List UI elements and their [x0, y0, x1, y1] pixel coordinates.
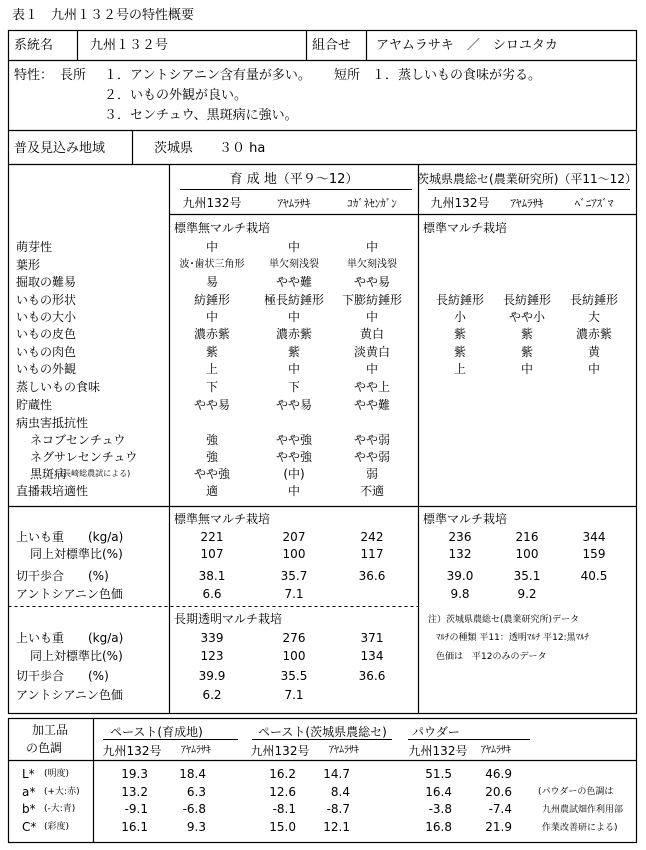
color-value: -7.4	[488, 802, 512, 816]
variety-a-3: ｺｶﾞﾈｾﾝｶﾞﾝ	[347, 197, 397, 210]
variety-a-2: ｱﾔﾑﾗｻｷ	[277, 197, 311, 210]
trait-value-b: 小	[453, 310, 467, 324]
trait-value-a: 中	[205, 240, 219, 254]
trait-value-a: やや難	[353, 398, 391, 412]
trait-label: いもの外観	[16, 362, 77, 376]
variety-b-3: ﾍﾞﾆｱｽﾞﾏ	[574, 197, 614, 210]
trait-value-a: 中	[365, 240, 379, 254]
processed-note-1: (パウダーの色調は	[538, 787, 614, 797]
trait-value-a: 黄白	[359, 327, 385, 341]
trait-label: 貯蔵性	[16, 398, 53, 412]
trait-value-a: 中	[287, 240, 301, 254]
trait-label: いもの形状	[16, 293, 77, 307]
color-value: 21.9	[485, 820, 512, 834]
color-desc: (彩度)	[44, 822, 70, 832]
color-value: 12.1	[323, 820, 350, 834]
trait-value-b: 黄	[587, 345, 601, 359]
yield-label: アントシアニン色価	[16, 587, 123, 601]
group-b-header: 茨城県農総セ(農業研究所)（平11〜12）	[417, 172, 637, 186]
region-value: 茨城県 ３０ ha	[154, 141, 266, 156]
trait-value-a: やや強	[193, 467, 231, 481]
trait-value-a: 弱	[365, 467, 379, 481]
trait-value-a: 中	[205, 310, 219, 324]
color-value: -3.8	[428, 802, 452, 816]
trait-value-a: 極長紡錘形	[263, 293, 325, 307]
trait-value-a: 単欠刻浅裂	[347, 259, 397, 270]
yield-value-b: 35.1	[513, 569, 541, 583]
sec2-condition-b: 標準マルチ栽培	[423, 512, 508, 526]
sec1-condition-b: 標準マルチ栽培	[423, 221, 508, 235]
color-value: 12.6	[269, 785, 296, 799]
processed-note-2: 九州農試畑作利用部	[542, 805, 624, 815]
trait-value-a: 上	[205, 362, 219, 376]
color-value: 13.2	[121, 785, 148, 799]
trait-value-a: (中)	[283, 467, 305, 481]
trait-value-b: 上	[453, 362, 467, 376]
processed-group-1: ペースト(育成地)	[110, 725, 203, 739]
trait-value-a: 単欠刻浅裂	[269, 259, 319, 270]
color-value: 16.4	[425, 785, 452, 799]
yield-value-a: 100	[282, 547, 306, 561]
color-value: 8.4	[330, 785, 350, 799]
trait-value-b: 紫	[520, 327, 534, 341]
yield-label: アントシアニン色価	[16, 688, 123, 702]
yield-label: 上いも重 (kg/a)	[16, 530, 124, 544]
yield-label: 切干歩合 (%)	[16, 669, 109, 683]
color-desc: (-大:青)	[44, 804, 76, 814]
yield-value-a: 276	[282, 631, 306, 645]
trait-value-b: 紫	[453, 345, 467, 359]
color-value: 15.0	[269, 820, 296, 834]
trait-value-a: 中	[365, 362, 379, 376]
trait-value-b: 長紡錘形	[502, 293, 552, 307]
merit-3: ３．センチュウ、黒斑病に強い。	[104, 108, 298, 123]
sec1-condition-a: 標準無マルチ栽培	[174, 221, 271, 235]
trait-value-a: 濃赤紫	[275, 327, 313, 341]
color-value: 19.3	[121, 767, 148, 781]
processed-group-2: ペースト(茨城県農総セ)	[258, 725, 387, 739]
variety-a-1: 九州132号	[182, 196, 242, 210]
yield-value-a: 36.6	[358, 569, 386, 583]
trait-value-a: やや弱	[353, 450, 391, 464]
processed-variety: ｱﾔﾑﾗｻｷ	[181, 745, 211, 756]
merit-2: ２．いもの外観が良い。	[104, 88, 248, 103]
yield-value-b: 40.5	[580, 569, 608, 583]
trait-value-a: 下膨紡錘形	[341, 293, 403, 307]
color-value: -8.1	[272, 802, 296, 816]
trait-value-b: 長紡錘形	[435, 293, 485, 307]
yield-value-a: 39.9	[198, 669, 226, 683]
color-desc: (+大:赤)	[44, 787, 80, 797]
note-b-3: 色価は 平12のみのデータ	[436, 652, 547, 662]
demerit-1: １．蒸しいもの食味が劣る。	[372, 68, 542, 83]
trait-label: 病虫害抵抗性	[16, 416, 89, 430]
yield-label: 切干歩合 (%)	[16, 569, 109, 583]
color-value: 9.3	[186, 820, 206, 834]
trait-value-a: 紫	[205, 345, 219, 359]
yield-value-b: 100	[515, 547, 539, 561]
yield-value-a: 107	[200, 547, 224, 561]
trait-value-b: 紫	[520, 345, 534, 359]
yield-value-a: 100	[282, 649, 306, 663]
trait-label: 黒斑病	[30, 467, 67, 481]
processed-variety: ｱﾔﾑﾗｻｷ	[481, 745, 511, 756]
trait-value-b: 中	[520, 362, 534, 376]
trait-value-a: 淡黄白	[353, 345, 391, 359]
yield-value-a: 371	[360, 631, 384, 645]
trait-value-a: やや弱	[353, 433, 391, 447]
processed-header-2: の色調	[26, 741, 63, 755]
color-value: -9.1	[124, 802, 148, 816]
trait-value-a: 濃赤紫	[193, 327, 231, 341]
trait-value-a: 下	[205, 380, 219, 394]
yield-value-b: 9.8	[450, 587, 470, 601]
color-symbol: C*	[22, 820, 37, 834]
trait-value-b: 濃赤紫	[575, 327, 613, 341]
color-value: 46.9	[485, 767, 512, 781]
processed-header-1: 加工品	[32, 723, 69, 737]
trait-label: ネグサレセンチュウ	[30, 450, 138, 464]
yield-value-b: 159	[582, 547, 606, 561]
yield-value-b: 132	[448, 547, 472, 561]
cross-label: 組合せ	[312, 38, 352, 53]
yield-value-b: 216	[515, 530, 539, 544]
note-b-2: ﾏﾙﾁの種類 平11：透明ﾏﾙﾁ 平12:黒ﾏﾙﾁ	[436, 633, 590, 643]
variety-b-2: ｱﾔﾑﾗｻｷ	[510, 197, 544, 210]
processed-variety: 九州132号	[102, 744, 162, 758]
yield-value-a: 123	[200, 649, 224, 663]
group-a-header: 育 成 地（平９〜12）	[229, 172, 359, 187]
sec3-condition-a: 長期透明マルチ栽培	[174, 612, 283, 626]
yield-value-b: 39.0	[446, 569, 474, 583]
trait-label: 直播栽培適性	[16, 484, 89, 498]
trait-value-a: 強	[205, 433, 219, 447]
processed-variety: 九州132号	[408, 744, 468, 758]
color-value: 18.4	[179, 767, 206, 781]
trait-value-b: やや小	[508, 310, 546, 324]
yield-value-a: 6.2	[202, 688, 222, 702]
trait-value-a: 適	[205, 484, 219, 498]
color-symbol: L*	[22, 767, 35, 781]
trait-value-a: やや易	[353, 275, 391, 289]
yield-label: 同上対標準比(%)	[30, 649, 123, 663]
trait-value-a: やや易	[193, 398, 231, 412]
trait-value-b: 中	[587, 362, 601, 376]
variety-b-1: 九州132号	[430, 196, 490, 210]
blackspot-note: (長崎総農試による)	[60, 469, 131, 478]
trait-value-a: 強	[205, 450, 219, 464]
color-value: 16.1	[121, 820, 148, 834]
yield-value-b: 9.2	[517, 587, 537, 601]
yield-value-a: 35.5	[280, 669, 308, 683]
color-value: 14.7	[323, 767, 350, 781]
trait-value-a: やや易	[275, 398, 313, 412]
trait-value-a: 不適	[359, 484, 385, 498]
note-b-1: 注）茨城県農総セ(農業研究所)データ	[428, 615, 580, 625]
yield-value-a: 134	[360, 649, 384, 663]
color-value: 16.8	[425, 820, 452, 834]
trait-value-a: やや強	[275, 433, 313, 447]
trait-value-a: 易	[205, 275, 219, 289]
processed-note-3: 作業改善研による)	[542, 823, 618, 833]
yield-value-a: 221	[200, 530, 224, 544]
merit-1: １．アントシアニン含有量が多い。	[104, 68, 311, 83]
trait-value-b: 紫	[453, 327, 467, 341]
trait-value-a: 波･歯状三角形	[179, 259, 245, 270]
trait-value-a: 紡錘形	[193, 293, 231, 307]
trait-value-a: やや強	[275, 450, 313, 464]
trait-value-a: 紫	[287, 345, 301, 359]
trait-value-b: 長紡錘形	[569, 293, 619, 307]
yield-label: 上いも重 (kg/a)	[16, 631, 124, 645]
trait-value-a: やや難	[275, 275, 313, 289]
trait-value-b: 大	[587, 310, 601, 324]
trait-value-a: 中	[287, 362, 301, 376]
traits-label: 特性：	[14, 68, 54, 83]
trait-value-a: 中	[365, 310, 379, 324]
trait-value-a: 下	[287, 380, 301, 394]
yield-value-a: 242	[360, 530, 384, 544]
color-symbol: b*	[22, 802, 36, 816]
yield-value-a: 7.1	[284, 587, 304, 601]
yield-value-a: 117	[360, 547, 384, 561]
trait-label: いもの肉色	[16, 345, 77, 359]
trait-label: 葉形	[16, 258, 41, 272]
yield-label: 同上対標準比(%)	[30, 547, 123, 561]
color-value: 20.6	[485, 785, 512, 799]
yield-value-a: 38.1	[198, 569, 226, 583]
yield-value-a: 339	[200, 631, 224, 645]
trait-label: ネコブセンチュウ	[30, 433, 126, 447]
color-value: -8.7	[326, 802, 350, 816]
yield-value-a: 35.7	[280, 569, 308, 583]
yield-value-b: 236	[448, 530, 472, 544]
trait-label: 萌芽性	[16, 240, 53, 254]
processed-variety: ｱﾔﾑﾗｻｷ	[329, 745, 359, 756]
color-value: 51.5	[425, 767, 452, 781]
trait-label: いもの皮色	[16, 327, 77, 341]
trait-value-a: やや上	[353, 380, 391, 394]
table-title: 表１ 九州１３２号の特性概要	[12, 8, 195, 23]
yield-value-a: 207	[282, 530, 306, 544]
trait-label: 掘取の難易	[16, 275, 77, 289]
yield-value-b: 344	[582, 530, 606, 544]
demerit-label: 短所	[334, 68, 361, 83]
color-value: 16.2	[269, 767, 296, 781]
lineage-label: 系統名	[14, 38, 54, 53]
processed-group-3: パウダー	[412, 725, 460, 739]
lineage-value: 九州１３２号	[90, 38, 169, 53]
merit-label: 長所	[60, 68, 87, 83]
color-symbol: a*	[22, 785, 36, 799]
yield-value-a: 36.6	[358, 669, 386, 683]
color-value: -6.8	[182, 802, 206, 816]
trait-label: いもの大小	[16, 310, 77, 324]
processed-variety: 九州132号	[250, 744, 310, 758]
color-desc: (明度)	[44, 769, 70, 779]
yield-value-a: 7.1	[284, 688, 304, 702]
color-value: 6.3	[186, 785, 206, 799]
trait-value-a: 中	[287, 484, 301, 498]
trait-label: 蒸しいもの食味	[16, 380, 101, 394]
trait-value-a: 中	[287, 310, 301, 324]
sec2-condition-a: 標準無マルチ栽培	[174, 512, 271, 526]
cross-value: アヤムラサキ ／ シロユタカ	[376, 38, 558, 53]
yield-value-a: 6.6	[202, 587, 222, 601]
region-label: 普及見込み地域	[14, 141, 106, 156]
